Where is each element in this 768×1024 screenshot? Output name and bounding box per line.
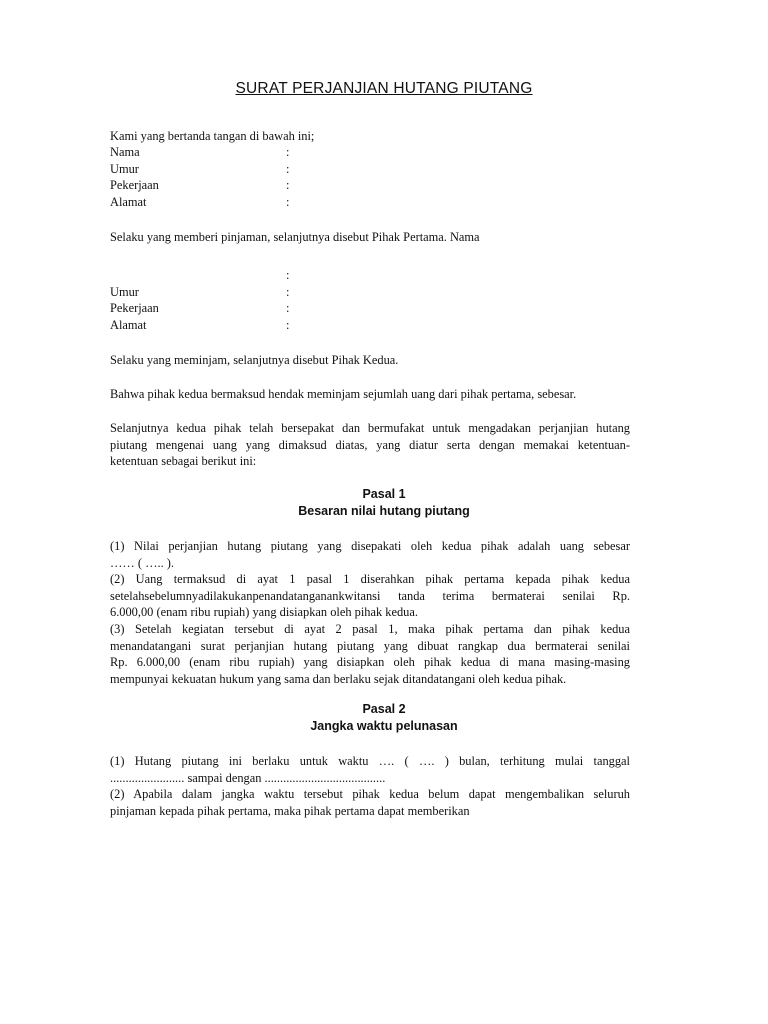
pasal1-line: …… ( ….. ). bbox=[110, 555, 175, 570]
pasal1-line: menandatangani surat perjanjian hutang piutang yang dibuat rangkap dua bermaterai senilai bbox=[110, 638, 630, 653]
pasal1-line: mempunyai kekuatan hukum yang sama dan berlaku sejak ditandatangani oleh kedua pihak. bbox=[110, 671, 567, 686]
party2-field-pekerjaan: Pekerjaan bbox=[110, 301, 159, 315]
pasal2-line: pinjaman kepada pihak pertama, maka pihak pertama dapat memberikan bbox=[110, 803, 470, 818]
party2-field-umur: Umur bbox=[110, 285, 139, 299]
party1-colon: : bbox=[286, 162, 290, 176]
agreement-line: Selanjutnya kedua pihak telah bersepakat dan bermufakat untuk mengadakan perjanjian hutang bbox=[110, 421, 630, 435]
party2-colon: : bbox=[286, 268, 290, 282]
party1-field-nama: Nama bbox=[110, 145, 140, 159]
party1-colon: : bbox=[286, 145, 290, 159]
party1-field-pekerjaan: Pekerjaan bbox=[110, 178, 159, 192]
party1-colon: : bbox=[286, 178, 290, 192]
agreement-paragraph bbox=[110, 420, 630, 470]
pasal1-subtitle: Besaran nilai hutang piutang bbox=[298, 504, 470, 518]
intro-text: Kami yang bertanda tangan di bawah ini; bbox=[110, 129, 315, 143]
party1-statement: Selaku yang memberi pinjaman, selanjutnya disebut Pihak Pertama. Nama bbox=[110, 230, 480, 244]
party2-colon: : bbox=[286, 318, 290, 332]
pasal1-line: setelahsebelumnyadilakukanpenandatanganankwitansi tanda terima bermaterai senilai Rp. bbox=[110, 588, 630, 603]
pasal1-line: (1) Nilai perjanjian hutang piutang yang disepakati oleh kedua pihak adalah uang sebesar bbox=[110, 539, 630, 553]
party2-colon: : bbox=[286, 301, 290, 315]
pasal1-number: Pasal 1 bbox=[362, 487, 406, 501]
pasal2-subtitle: Jangka waktu pelunasan bbox=[310, 719, 458, 733]
party2-field-alamat: Alamat bbox=[110, 318, 147, 332]
pasal2-line: ........................ sampai dengan ....................................... bbox=[110, 770, 386, 785]
pasal1-body bbox=[110, 538, 630, 687]
pasal2-number: Pasal 2 bbox=[362, 702, 406, 716]
agreement-line: piutang mengenai uang yang dimaksud diatas, yang diatur serta dengan memakai ketentuan- bbox=[110, 437, 630, 452]
party1-field-umur: Umur bbox=[110, 162, 139, 176]
document-title: SURAT PERJANJIAN HUTANG PIUTANG bbox=[235, 80, 533, 97]
party1-colon: : bbox=[286, 195, 290, 209]
pasal1-line: (2) Uang termaksud di ayat 1 pasal 1 diserahkan pihak pertama kepada pihak kedua bbox=[110, 572, 630, 587]
party2-statement: Selaku yang meminjam, selanjutnya disebut Pihak Kedua. bbox=[110, 353, 399, 367]
pasal1-line: Rp. 6.000,00 (enam ribu rupiah) yang disiapkan oleh pihak kedua di mana masing-masing bbox=[110, 655, 630, 670]
party1-field-alamat: Alamat bbox=[110, 195, 147, 209]
pasal1-line: 6.000,00 (enam ribu rupiah) yang disiapkan oleh pihak kedua. bbox=[110, 605, 418, 620]
pasal2-line: (1) Hutang piutang ini berlaku untuk waktu …. ( …. ) bulan, terhitung mulai tanggal bbox=[110, 754, 630, 768]
pasal2-line: (2) Apabila dalam jangka waktu tersebut pihak kedua belum dapat mengembalikan seluruh bbox=[110, 787, 630, 802]
agreement-line: ketentuan sebagai berikut ini: bbox=[110, 454, 257, 469]
pasal1-line: (3) Setelah kegiatan tersebut di ayat 2 pasal 1, maka pihak pertama dan pihak kedua bbox=[110, 621, 630, 636]
pasal2-body bbox=[110, 753, 630, 819]
purpose-text: Bahwa pihak kedua bermaksud hendak meminjam sejumlah uang dari pihak pertama, sebesar. bbox=[110, 387, 577, 401]
party2-colon: : bbox=[286, 285, 290, 299]
